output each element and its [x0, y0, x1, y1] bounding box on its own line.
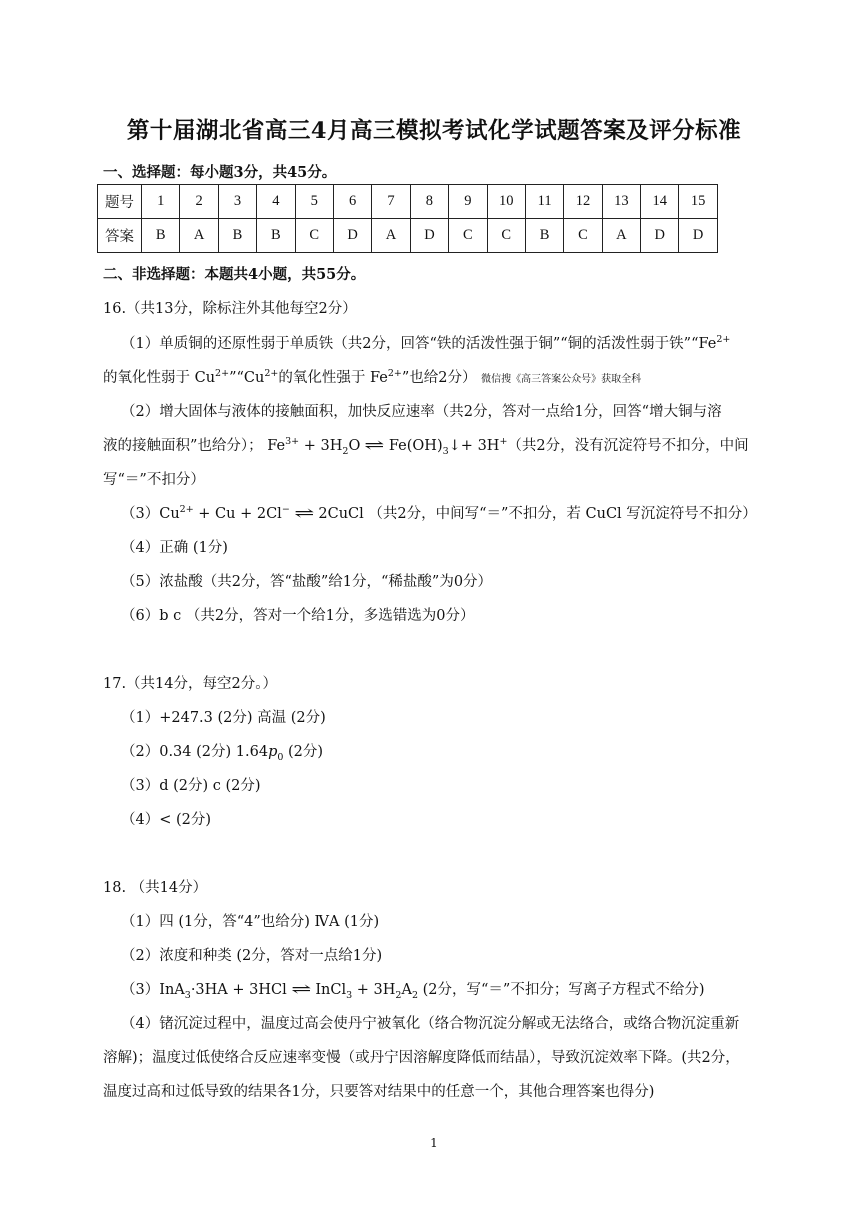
- number-cell: 10: [487, 185, 525, 219]
- q18-answer-3: （3）InA$_3$·3HA + 3HCl ⇌ InCl$_3$ + $3H_2A_2$ (2分，写“＝”不扣分；写离子方程式不给分): [121, 980, 705, 1001]
- answer-cell: B: [142, 219, 180, 253]
- page-number: 1: [430, 1136, 438, 1150]
- q17-answer-4: （4）< (2分): [121, 812, 212, 828]
- row-label: 题号: [98, 185, 142, 219]
- q18-heading: 18. （共14分）: [103, 880, 208, 896]
- number-cell: 8: [410, 185, 448, 219]
- q18-answer-2: （2）浓度和种类 (2分，答对一点给1分): [121, 948, 383, 964]
- answer-row: [98, 219, 718, 253]
- equilibrium-arrow: ⇌: [364, 436, 385, 454]
- q17-heading: 17.（共14分，每空2分。）: [103, 676, 277, 692]
- number-cell: 3: [218, 185, 256, 219]
- number-cell: 4: [257, 185, 295, 219]
- page-title: 第十届湖北省高三4月高三模拟考试化学试题答案及评分标准: [126, 118, 742, 144]
- answer-cell: A: [372, 219, 410, 253]
- question-number-row: [98, 185, 718, 219]
- equilibrium-arrow: ⇌: [294, 504, 315, 522]
- q16-answer-6: （6）b c （共2分，答对一个给1分，多选错选为0分）: [121, 608, 475, 624]
- answer-cell: D: [333, 219, 371, 253]
- q16-answer-2: （2）增大固体与液体的接触面积，加快反应速率（共2分，答对一点给1分，回答“增大铜与溶: [121, 404, 722, 420]
- section1-heading: 一、选择题：每小题3分，共45分。: [103, 164, 337, 181]
- answer-cell: A: [602, 219, 640, 253]
- section2-heading: 二、非选择题：本题共4小题，共55分。: [103, 266, 366, 283]
- number-cell: 9: [449, 185, 487, 219]
- number-cell: 5: [295, 185, 333, 219]
- number-cell: 15: [679, 185, 717, 219]
- number-cell: 11: [525, 185, 563, 219]
- q17-answer-2: （2）0.34 (2分) $1.64p_0$ (2分): [121, 744, 324, 763]
- q16-answer-1-cont: 的氧化性弱于 $Cu^{2+}”“Cu^{2+}$的氧化性强于 $Fe^{2+}$”也给2分） 微信搜《高三答案公众号》获取全科: [103, 368, 642, 386]
- answer-cell: B: [525, 219, 563, 253]
- row-label: 答案: [98, 219, 142, 253]
- answer-cell: B: [218, 219, 256, 253]
- number-cell: 2: [180, 185, 218, 219]
- answer-cell: C: [295, 219, 333, 253]
- q17-answer-3: （3）d (2分) c (2分): [121, 778, 261, 794]
- answer-cell: D: [410, 219, 448, 253]
- answer-table: [97, 184, 718, 253]
- watermark-note: 微信搜《高三答案公众号》获取全科: [481, 374, 642, 385]
- number-cell: 1: [142, 185, 180, 219]
- q18-answer-4-cont2: 温度过高和过低导致的结果各1分，只要答对结果中的任意一个，其他合理答案也得分): [103, 1084, 655, 1100]
- answer-cell: B: [257, 219, 295, 253]
- answer-cell: C: [564, 219, 602, 253]
- q17-answer-1: （1）+247.3 (2分) 高温 (2分): [121, 710, 326, 726]
- q18-answer-4: （4）锗沉淀过程中，温度过高会使丹宁被氧化（络合物沉淀分解或无法络合，或络合物沉淀重新: [121, 1016, 740, 1032]
- q16-answer-2-cont2: 写“＝”不扣分）: [103, 472, 205, 488]
- q16-answer-4: （4）正确 (1分): [121, 540, 228, 556]
- q16-answer-3: $(3)Cu^{2+} + Cu + 2Cl^-$ ⇌ 2CuCl （共2分，中间写“＝”不扣分，若 CuCl 写沉淀符号不扣分）: [121, 504, 757, 522]
- number-cell: 13: [602, 185, 640, 219]
- equilibrium-arrow: ⇌: [290, 980, 312, 998]
- q16-answer-1: （1）单质铜的还原性弱于单质铁（共2分，回答“铁的活泼性强于铜”“铜的活泼性弱于铁$”“Fe^{2+}$: [121, 334, 731, 352]
- q18-answer-1: （1）四 (1分，答“4”也给分) ⅣA (1分): [121, 914, 380, 930]
- number-cell: 14: [641, 185, 679, 219]
- answer-cell: D: [679, 219, 717, 253]
- q16-answer-5: （5）浓盐酸（共2分，答“盐酸”给1分，“稀盐酸”为0分）: [121, 574, 493, 590]
- answer-cell: C: [449, 219, 487, 253]
- q16-answer-2-cont: 液的接触面积”也给分）； $Fe^{3+} + 3H_2O$ ⇌ $Fe(OH)_3↓+ 3H^+$（共2分，没有沉淀符号不扣分，中间: [103, 436, 749, 457]
- q18-answer-4-cont: 溶解)；温度过低使络合反应速率变慢（或丹宁因溶解度降低而结晶），导致沉淀效率下降。(共2分，: [103, 1050, 740, 1066]
- number-cell: 6: [333, 185, 371, 219]
- answer-cell: C: [487, 219, 525, 253]
- number-cell: 7: [372, 185, 410, 219]
- q16-heading: 16.（共13分，除标注外其他每空2分）: [103, 301, 357, 317]
- number-cell: 12: [564, 185, 602, 219]
- answer-cell: D: [641, 219, 679, 253]
- answer-cell: A: [180, 219, 218, 253]
